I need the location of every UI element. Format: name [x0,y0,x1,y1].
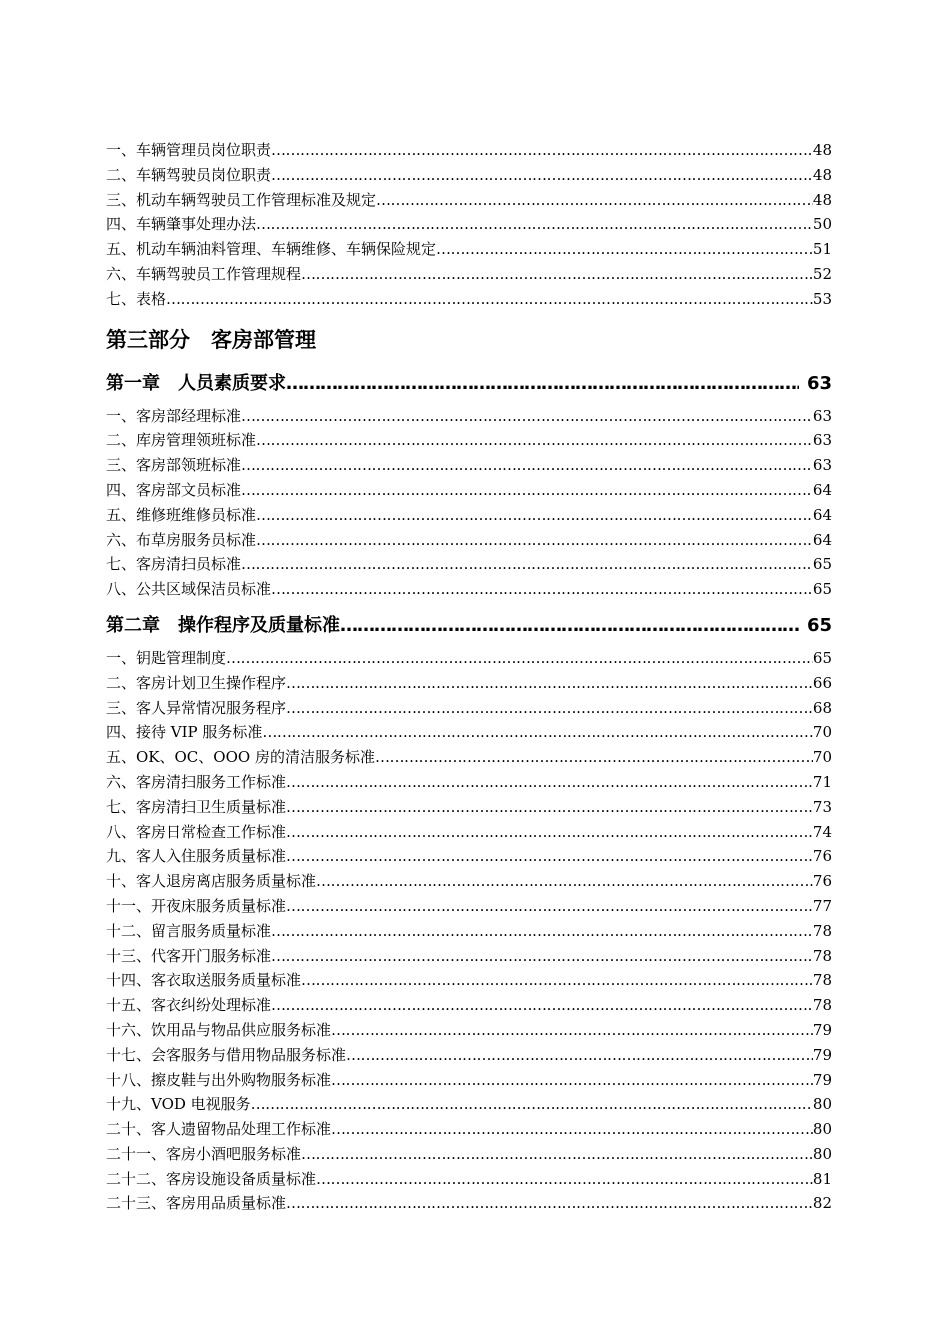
toc-entry-title: 八、客房日常检查工作标准 [106,822,287,841]
dot-leader [286,844,813,869]
toc-entry-page-number: 64 [812,505,832,524]
toc-entry-page-number: 48 [812,190,832,209]
dot-leader [166,287,813,312]
dot-leader [256,428,813,453]
toc-entry-title: 五、机动车辆油料管理、车辆维修、车辆保险规定 [106,240,437,259]
dot-leader [286,696,813,721]
toc-entry[interactable] [106,552,832,577]
dot-leader [286,770,813,795]
dot-leader [340,606,799,646]
toc-entry[interactable] [106,844,832,869]
part-heading: 第三部分 客房部管理 [106,327,316,352]
dot-leader [256,528,813,553]
toc-entry[interactable] [106,993,832,1018]
toc-entry-title: 二、车辆驾驶员岗位职责 [106,165,272,184]
chapter-heading-1[interactable] [106,364,832,404]
dot-leader [226,646,813,671]
toc-entry-page-number: 76 [812,872,832,891]
dot-leader [286,671,813,696]
toc-page [106,138,832,1216]
toc-entry[interactable] [106,894,832,919]
dot-leader [436,237,813,262]
toc-entry-title: 七、表格 [106,289,167,308]
toc-entry[interactable] [106,919,832,944]
toc-entry-page-number: 48 [812,141,832,159]
chapter-2-entries [106,646,832,1216]
toc-entry-title: 五、维修班维修员标准 [106,505,257,524]
toc-entry-title: 十五、客衣纠纷处理标准 [106,996,272,1015]
toc-entry-page-number: 65 [812,580,832,599]
dot-leader [346,1043,813,1068]
toc-entry[interactable] [106,287,832,312]
toc-entry[interactable] [106,820,832,845]
toc-entry-title: 十二、留言服务质量标准 [106,921,272,940]
dot-leader [286,1191,813,1216]
toc-entry[interactable] [106,696,832,721]
toc-entry-page-number: 64 [812,530,832,549]
toc-entry-title: 十七、会客服务与借用物品服务标准 [106,1045,347,1064]
toc-entry-page-number: 79 [812,1070,832,1089]
toc-entry-title: 八、公共区域保洁员标准 [106,580,272,599]
toc-entry-title: 十三、代客开门服务标准 [106,946,272,965]
toc-entry-page-number: 63 [812,456,832,475]
toc-entry-title: 九、客人入住服务质量标准 [106,847,287,866]
toc-entry-page-number: 65 [812,648,832,667]
toc-entry-title: 六、布草房服务员标准 [106,530,257,549]
toc-entry-page-number: 78 [812,921,832,940]
toc-entry[interactable] [106,478,832,503]
toc-entry-title: 三、机动车辆驾驶员工作管理标准及规定 [106,190,377,209]
toc-entry-page-number: 64 [812,480,832,499]
toc-entry[interactable] [106,1043,832,1068]
toc-entry-page-number: 71 [812,772,832,791]
toc-entry[interactable] [106,1092,832,1117]
toc-entry-page-number: 80 [812,1144,832,1163]
dot-leader [286,364,799,404]
toc-entry-title: 六、车辆驾驶员工作管理规程 [106,264,302,283]
toc-entry[interactable] [106,528,832,553]
dot-leader [301,262,813,287]
toc-entry[interactable] [106,188,832,213]
dot-leader [271,577,813,602]
toc-entry-page-number: 66 [812,673,832,692]
toc-entry-title: 一、钥匙管理制度 [106,648,227,667]
toc-entry[interactable] [106,1191,832,1216]
toc-entry-title: 五、OK、OC、OOO 房的清洁服务标准 [106,748,375,767]
toc-entry[interactable] [106,503,832,528]
toc-entry[interactable] [106,262,832,287]
toc-entry-title: 二十一、客房小酒吧服务标准 [106,1144,302,1163]
toc-entry-title: 十、客人退房离店服务质量标准 [106,872,317,891]
toc-entry-page-number: 73 [812,797,832,816]
dot-leader [256,503,813,528]
toc-entry[interactable] [106,1142,832,1167]
toc-entry-title: 十四、客衣取送服务质量标准 [106,971,302,990]
dot-leader [262,720,813,745]
toc-entry-page-number: 80 [812,1120,832,1139]
toc-entry[interactable] [106,1117,832,1142]
toc-entry-title: 二、客房计划卫生操作程序 [106,673,287,692]
toc-entry-title: 十八、擦皮鞋与出外购物服务标准 [106,1070,332,1089]
dot-leader [376,188,813,213]
toc-entry-page-number: 77 [812,896,832,915]
chapter-page-number: 65 [806,614,832,636]
toc-entry-page-number: 70 [812,748,832,767]
chapter-1-entries [106,404,832,602]
toc-entry[interactable] [106,745,832,770]
dot-leader [271,919,813,944]
toc-entry[interactable] [106,163,832,188]
dot-leader [301,968,813,993]
toc-entry-page-number: 50 [812,215,832,234]
toc-entry[interactable] [106,968,832,993]
toc-entry-page-number: 52 [812,264,832,283]
toc-entry[interactable] [106,1068,832,1093]
dot-leader [375,745,813,770]
toc-entry[interactable] [106,770,832,795]
toc-entry-title: 六、客房清扫服务工作标准 [106,772,287,791]
toc-entry-title: 二十三、客房用品质量标准 [106,1194,287,1213]
dot-leader [271,944,813,969]
toc-entry[interactable] [106,671,832,696]
toc-entry-title: 一、车辆管理员岗位职责 [106,141,272,159]
toc-entry-title: 十一、开夜床服务质量标准 [106,896,287,915]
toc-entry-title: 三、客房部领班标准 [106,456,242,475]
toc-entry-page-number: 53 [812,289,832,308]
toc-entry[interactable] [106,428,832,453]
toc-entry-title: 一、客房部经理标准 [106,406,242,425]
toc-entry-page-number: 78 [812,996,832,1015]
chapter-heading-2[interactable] [106,606,832,646]
dot-leader [251,1092,813,1117]
dot-leader [241,478,813,503]
dot-leader [316,869,813,894]
dot-leader [241,453,813,478]
dot-leader [286,820,813,845]
toc-entry-page-number: 74 [812,822,832,841]
dot-leader [316,1167,813,1192]
toc-entry-title: 三、客人异常情况服务程序 [106,698,287,717]
toc-entry-title: 二、库房管理领班标准 [106,431,257,450]
toc-entry-page-number: 78 [812,946,832,965]
toc-entry[interactable] [106,944,832,969]
dot-leader [331,1068,813,1093]
toc-entry[interactable] [106,1167,832,1192]
dot-leader [331,1018,813,1043]
toc-entry-page-number: 81 [812,1169,832,1188]
toc-entry-title: 四、接待 VIP 服务标准 [106,723,263,742]
toc-entry-title: 二十、客人遗留物品处理工作标准 [106,1120,332,1139]
toc-entry-page-number: 79 [812,1020,832,1039]
chapter-title: 第一章 人员素质要求 [106,372,286,394]
toc-entry-page-number: 48 [812,165,832,184]
toc-entry[interactable] [106,237,832,262]
dot-leader [331,1117,813,1142]
toc-vehicle-section [106,138,832,312]
dot-leader [271,138,813,163]
toc-entry-page-number: 65 [812,555,832,574]
chapter-page-number: 63 [806,372,832,394]
toc-entry-page-number: 63 [812,431,832,450]
toc-entry-page-number: 82 [812,1194,832,1213]
toc-entry-page-number: 78 [812,971,832,990]
toc-entry-title: 四、车辆肇事处理办法 [106,215,257,234]
dot-leader [271,163,813,188]
toc-entry[interactable] [106,869,832,894]
dot-leader [241,552,813,577]
toc-entry[interactable] [106,453,832,478]
toc-entry[interactable] [106,138,832,163]
dot-leader [286,795,813,820]
toc-entry-title: 十九、VOD 电视服务 [106,1095,251,1114]
toc-entry-page-number: 79 [812,1045,832,1064]
toc-entry[interactable] [106,646,832,671]
toc-entry[interactable] [106,404,832,429]
dot-leader [301,1142,813,1167]
toc-entry-title: 二十二、客房设施设备质量标准 [106,1169,317,1188]
dot-leader [271,993,813,1018]
toc-entry-page-number: 80 [812,1095,832,1114]
toc-entry[interactable] [106,795,832,820]
dot-leader [256,212,813,237]
toc-entry[interactable] [106,577,832,602]
toc-entry-page-number: 68 [812,698,832,717]
dot-leader [286,894,813,919]
toc-entry-page-number: 76 [812,847,832,866]
chapter-title: 第二章 操作程序及质量标准 [106,614,340,636]
toc-entry-title: 十六、饮用品与物品供应服务标准 [106,1020,332,1039]
toc-entry-page-number: 63 [812,406,832,425]
toc-entry[interactable] [106,720,832,745]
toc-entry-page-number: 51 [812,240,832,259]
toc-entry[interactable] [106,1018,832,1043]
toc-entry-title: 七、客房清扫员标准 [106,555,242,574]
dot-leader [241,404,813,429]
toc-entry-page-number: 70 [812,723,832,742]
toc-entry-title: 四、客房部文员标准 [106,480,242,499]
toc-entry[interactable] [106,212,832,237]
toc-entry-title: 七、客房清扫卫生质量标准 [106,797,287,816]
